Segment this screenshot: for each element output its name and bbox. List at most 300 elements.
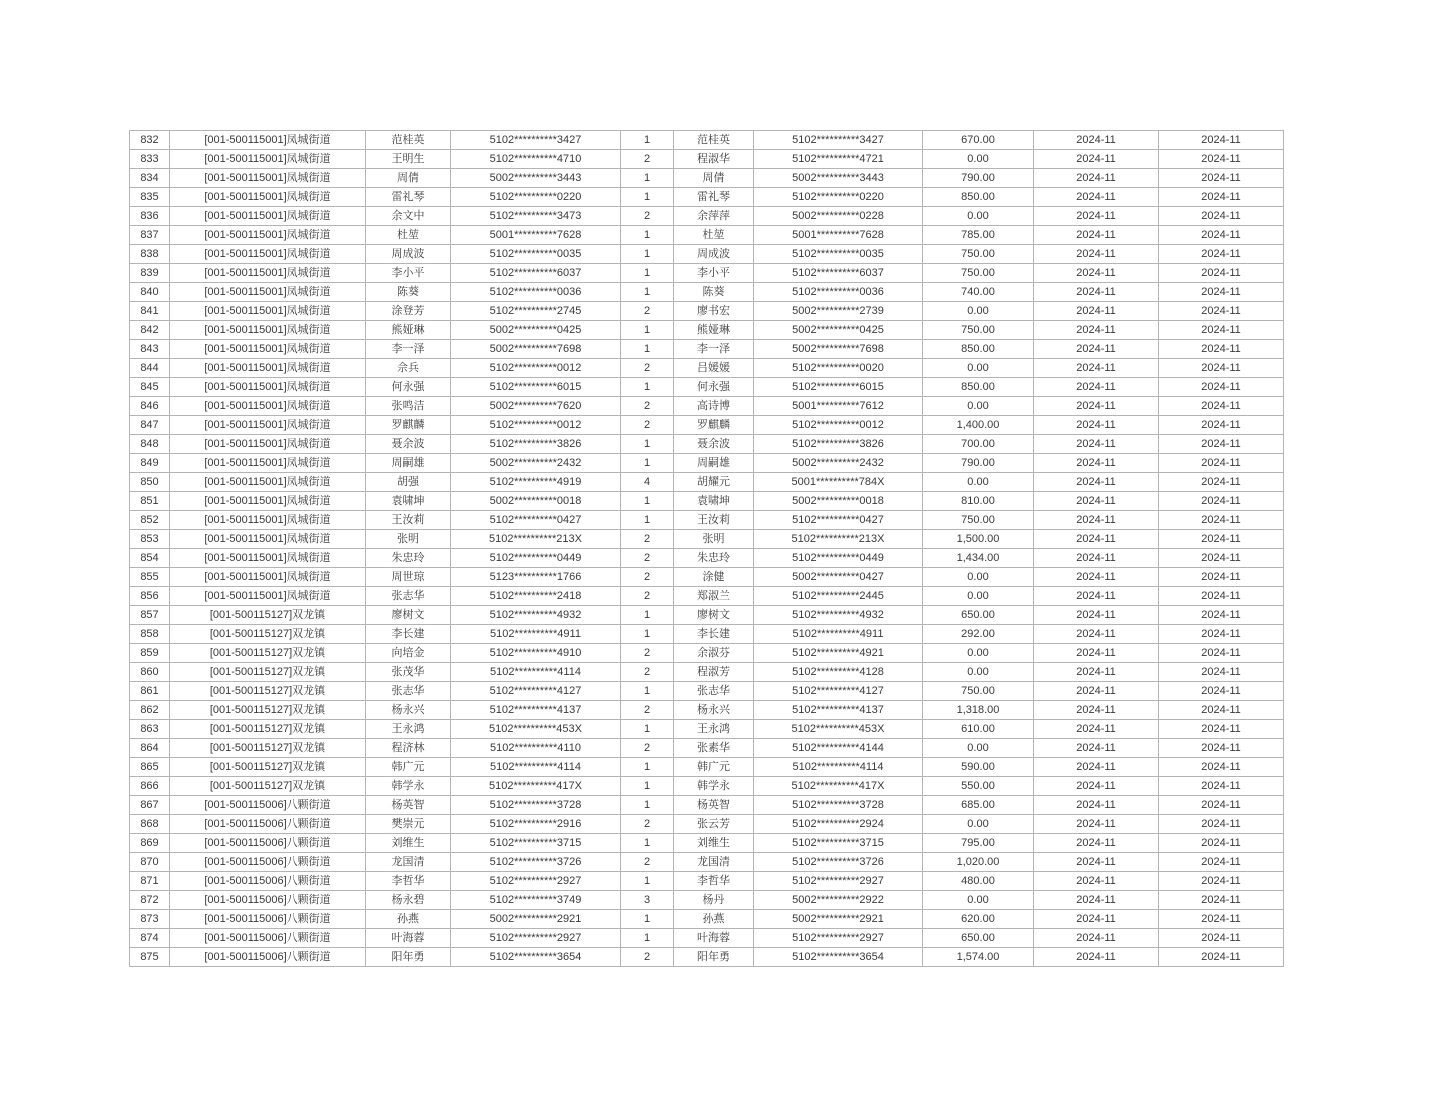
name-cell: 杨英智 bbox=[366, 796, 451, 815]
persons-count-cell: 2 bbox=[621, 815, 674, 834]
seq-cell: 833 bbox=[130, 150, 170, 169]
table-row bbox=[130, 340, 1284, 359]
pay-month-cell: 2024-11 bbox=[1034, 473, 1159, 492]
arrive-month-cell: 2024-11 bbox=[1159, 283, 1284, 302]
table-row bbox=[130, 511, 1284, 530]
pay-month-cell: 2024-11 bbox=[1034, 264, 1159, 283]
arrive-month-cell: 2024-11 bbox=[1159, 207, 1284, 226]
table-row bbox=[130, 606, 1284, 625]
id-number-cell: 5102**********4919 bbox=[451, 473, 621, 492]
member-id-number-cell: 5001**********784X bbox=[754, 473, 923, 492]
member-name-cell: 吕媛媛 bbox=[674, 359, 754, 378]
name-cell: 袁啸坤 bbox=[366, 492, 451, 511]
pay-month-cell: 2024-11 bbox=[1034, 207, 1159, 226]
seq-cell: 870 bbox=[130, 853, 170, 872]
id-number-cell: 5102**********3826 bbox=[451, 435, 621, 454]
id-number-cell: 5102**********4137 bbox=[451, 701, 621, 720]
name-cell: 周嗣雄 bbox=[366, 454, 451, 473]
region-cell: [001-500115127]双龙镇 bbox=[170, 701, 366, 720]
seq-cell: 843 bbox=[130, 340, 170, 359]
member-name-cell: 李一泽 bbox=[674, 340, 754, 359]
name-cell: 杨永碧 bbox=[366, 891, 451, 910]
member-id-number-cell: 5102**********2927 bbox=[754, 929, 923, 948]
member-name-cell: 李哲华 bbox=[674, 872, 754, 891]
member-id-number-cell: 5002**********0018 bbox=[754, 492, 923, 511]
region-cell: [001-500115001]凤城街道 bbox=[170, 549, 366, 568]
amount-cell: 850.00 bbox=[923, 378, 1034, 397]
name-cell: 杜堃 bbox=[366, 226, 451, 245]
amount-cell: 0.00 bbox=[923, 663, 1034, 682]
region-cell: [001-500115001]凤城街道 bbox=[170, 340, 366, 359]
member-id-number-cell: 5002**********0427 bbox=[754, 568, 923, 587]
region-cell: [001-500115001]凤城街道 bbox=[170, 188, 366, 207]
pay-month-cell: 2024-11 bbox=[1034, 929, 1159, 948]
arrive-month-cell: 2024-11 bbox=[1159, 777, 1284, 796]
arrive-month-cell: 2024-11 bbox=[1159, 302, 1284, 321]
persons-count-cell: 3 bbox=[621, 891, 674, 910]
seq-cell: 859 bbox=[130, 644, 170, 663]
region-cell: [001-500115001]凤城街道 bbox=[170, 169, 366, 188]
arrive-month-cell: 2024-11 bbox=[1159, 549, 1284, 568]
member-id-number-cell: 5001**********7612 bbox=[754, 397, 923, 416]
id-number-cell: 5102**********417X bbox=[451, 777, 621, 796]
table-row bbox=[130, 644, 1284, 663]
table-row bbox=[130, 910, 1284, 929]
seq-cell: 868 bbox=[130, 815, 170, 834]
member-name-cell: 范桂英 bbox=[674, 131, 754, 150]
seq-cell: 853 bbox=[130, 530, 170, 549]
member-name-cell: 廖树文 bbox=[674, 606, 754, 625]
persons-count-cell: 1 bbox=[621, 720, 674, 739]
name-cell: 范桂英 bbox=[366, 131, 451, 150]
seq-cell: 864 bbox=[130, 739, 170, 758]
name-cell: 张明 bbox=[366, 530, 451, 549]
amount-cell: 0.00 bbox=[923, 815, 1034, 834]
amount-cell: 620.00 bbox=[923, 910, 1034, 929]
name-cell: 张鸣洁 bbox=[366, 397, 451, 416]
seq-cell: 867 bbox=[130, 796, 170, 815]
id-number-cell: 5102**********2916 bbox=[451, 815, 621, 834]
benefit-table-body bbox=[130, 131, 1284, 967]
name-cell: 廖树文 bbox=[366, 606, 451, 625]
id-number-cell: 5102**********453X bbox=[451, 720, 621, 739]
pay-month-cell: 2024-11 bbox=[1034, 169, 1159, 188]
table-row bbox=[130, 587, 1284, 606]
id-number-cell: 5102**********4910 bbox=[451, 644, 621, 663]
region-cell: [001-500115001]凤城街道 bbox=[170, 131, 366, 150]
seq-cell: 840 bbox=[130, 283, 170, 302]
amount-cell: 610.00 bbox=[923, 720, 1034, 739]
table-row bbox=[130, 131, 1284, 150]
amount-cell: 740.00 bbox=[923, 283, 1034, 302]
id-number-cell: 5102**********4114 bbox=[451, 663, 621, 682]
arrive-month-cell: 2024-11 bbox=[1159, 891, 1284, 910]
amount-cell: 1,434.00 bbox=[923, 549, 1034, 568]
persons-count-cell: 2 bbox=[621, 150, 674, 169]
persons-count-cell: 1 bbox=[621, 245, 674, 264]
member-id-number-cell: 5102**********0035 bbox=[754, 245, 923, 264]
member-id-number-cell: 5102**********4911 bbox=[754, 625, 923, 644]
region-cell: [001-500115001]凤城街道 bbox=[170, 416, 366, 435]
region-cell: [001-500115001]凤城街道 bbox=[170, 397, 366, 416]
member-name-cell: 陈葵 bbox=[674, 283, 754, 302]
member-name-cell: 王永鸿 bbox=[674, 720, 754, 739]
pay-month-cell: 2024-11 bbox=[1034, 511, 1159, 530]
name-cell: 龙国清 bbox=[366, 853, 451, 872]
region-cell: [001-500115006]八颗街道 bbox=[170, 834, 366, 853]
table-row bbox=[130, 359, 1284, 378]
arrive-month-cell: 2024-11 bbox=[1159, 511, 1284, 530]
arrive-month-cell: 2024-11 bbox=[1159, 435, 1284, 454]
member-id-number-cell: 5102**********4932 bbox=[754, 606, 923, 625]
amount-cell: 750.00 bbox=[923, 264, 1034, 283]
region-cell: [001-500115001]凤城街道 bbox=[170, 264, 366, 283]
region-cell: [001-500115127]双龙镇 bbox=[170, 606, 366, 625]
member-name-cell: 罗麒麟 bbox=[674, 416, 754, 435]
persons-count-cell: 2 bbox=[621, 568, 674, 587]
persons-count-cell: 2 bbox=[621, 853, 674, 872]
id-number-cell: 5002**********0425 bbox=[451, 321, 621, 340]
id-number-cell: 5102**********6037 bbox=[451, 264, 621, 283]
name-cell: 余文中 bbox=[366, 207, 451, 226]
member-name-cell: 王汝莉 bbox=[674, 511, 754, 530]
persons-count-cell: 2 bbox=[621, 397, 674, 416]
id-number-cell: 5102**********4127 bbox=[451, 682, 621, 701]
persons-count-cell: 1 bbox=[621, 492, 674, 511]
member-name-cell: 郑淑兰 bbox=[674, 587, 754, 606]
region-cell: [001-500115127]双龙镇 bbox=[170, 758, 366, 777]
arrive-month-cell: 2024-11 bbox=[1159, 929, 1284, 948]
name-cell: 雷礼琴 bbox=[366, 188, 451, 207]
member-name-cell: 李长建 bbox=[674, 625, 754, 644]
pay-month-cell: 2024-11 bbox=[1034, 549, 1159, 568]
id-number-cell: 5123**********1766 bbox=[451, 568, 621, 587]
table-row bbox=[130, 302, 1284, 321]
pay-month-cell: 2024-11 bbox=[1034, 587, 1159, 606]
region-cell: [001-500115001]凤城街道 bbox=[170, 359, 366, 378]
amount-cell: 0.00 bbox=[923, 644, 1034, 663]
amount-cell: 750.00 bbox=[923, 321, 1034, 340]
table-row bbox=[130, 929, 1284, 948]
id-number-cell: 5102**********6015 bbox=[451, 378, 621, 397]
member-id-number-cell: 5102**********4127 bbox=[754, 682, 923, 701]
amount-cell: 670.00 bbox=[923, 131, 1034, 150]
arrive-month-cell: 2024-11 bbox=[1159, 853, 1284, 872]
member-name-cell: 李小平 bbox=[674, 264, 754, 283]
pay-month-cell: 2024-11 bbox=[1034, 834, 1159, 853]
pay-month-cell: 2024-11 bbox=[1034, 891, 1159, 910]
pay-month-cell: 2024-11 bbox=[1034, 321, 1159, 340]
table-row bbox=[130, 568, 1284, 587]
pay-month-cell: 2024-11 bbox=[1034, 758, 1159, 777]
member-name-cell: 叶海蓉 bbox=[674, 929, 754, 948]
arrive-month-cell: 2024-11 bbox=[1159, 378, 1284, 397]
seq-cell: 847 bbox=[130, 416, 170, 435]
region-cell: [001-500115127]双龙镇 bbox=[170, 663, 366, 682]
seq-cell: 849 bbox=[130, 454, 170, 473]
name-cell: 李哲华 bbox=[366, 872, 451, 891]
amount-cell: 0.00 bbox=[923, 207, 1034, 226]
amount-cell: 480.00 bbox=[923, 872, 1034, 891]
pay-month-cell: 2024-11 bbox=[1034, 245, 1159, 264]
pay-month-cell: 2024-11 bbox=[1034, 150, 1159, 169]
member-name-cell: 程淑芳 bbox=[674, 663, 754, 682]
member-id-number-cell: 5102**********417X bbox=[754, 777, 923, 796]
id-number-cell: 5102**********3427 bbox=[451, 131, 621, 150]
region-cell: [001-500115006]八颗街道 bbox=[170, 815, 366, 834]
persons-count-cell: 1 bbox=[621, 625, 674, 644]
id-number-cell: 5102**********3726 bbox=[451, 853, 621, 872]
arrive-month-cell: 2024-11 bbox=[1159, 663, 1284, 682]
name-cell: 涂登芳 bbox=[366, 302, 451, 321]
persons-count-cell: 2 bbox=[621, 701, 674, 720]
pay-month-cell: 2024-11 bbox=[1034, 815, 1159, 834]
amount-cell: 0.00 bbox=[923, 150, 1034, 169]
benefit-table bbox=[129, 130, 1284, 967]
arrive-month-cell: 2024-11 bbox=[1159, 796, 1284, 815]
pay-month-cell: 2024-11 bbox=[1034, 910, 1159, 929]
seq-cell: 832 bbox=[130, 131, 170, 150]
member-name-cell: 余淑芬 bbox=[674, 644, 754, 663]
member-id-number-cell: 5002**********3443 bbox=[754, 169, 923, 188]
region-cell: [001-500115001]凤城街道 bbox=[170, 150, 366, 169]
persons-count-cell: 1 bbox=[621, 378, 674, 397]
table-row bbox=[130, 758, 1284, 777]
member-id-number-cell: 5002**********7698 bbox=[754, 340, 923, 359]
pay-month-cell: 2024-11 bbox=[1034, 625, 1159, 644]
persons-count-cell: 1 bbox=[621, 435, 674, 454]
persons-count-cell: 1 bbox=[621, 264, 674, 283]
arrive-month-cell: 2024-11 bbox=[1159, 644, 1284, 663]
seq-cell: 836 bbox=[130, 207, 170, 226]
table-row bbox=[130, 701, 1284, 720]
name-cell: 朱忠玲 bbox=[366, 549, 451, 568]
amount-cell: 0.00 bbox=[923, 891, 1034, 910]
member-name-cell: 杨永兴 bbox=[674, 701, 754, 720]
name-cell: 向培金 bbox=[366, 644, 451, 663]
member-name-cell: 杜堃 bbox=[674, 226, 754, 245]
arrive-month-cell: 2024-11 bbox=[1159, 910, 1284, 929]
amount-cell: 650.00 bbox=[923, 606, 1034, 625]
pay-month-cell: 2024-11 bbox=[1034, 283, 1159, 302]
persons-count-cell: 1 bbox=[621, 606, 674, 625]
member-name-cell: 韩广元 bbox=[674, 758, 754, 777]
seq-cell: 855 bbox=[130, 568, 170, 587]
member-id-number-cell: 5102**********3826 bbox=[754, 435, 923, 454]
table-row bbox=[130, 397, 1284, 416]
table-row bbox=[130, 283, 1284, 302]
region-cell: [001-500115001]凤城街道 bbox=[170, 530, 366, 549]
pay-month-cell: 2024-11 bbox=[1034, 397, 1159, 416]
member-id-number-cell: 5102**********0427 bbox=[754, 511, 923, 530]
id-number-cell: 5102**********2927 bbox=[451, 929, 621, 948]
arrive-month-cell: 2024-11 bbox=[1159, 340, 1284, 359]
member-id-number-cell: 5102**********213X bbox=[754, 530, 923, 549]
member-id-number-cell: 5102**********3715 bbox=[754, 834, 923, 853]
persons-count-cell: 1 bbox=[621, 834, 674, 853]
seq-cell: 851 bbox=[130, 492, 170, 511]
pay-month-cell: 2024-11 bbox=[1034, 435, 1159, 454]
arrive-month-cell: 2024-11 bbox=[1159, 682, 1284, 701]
member-id-number-cell: 5102**********2445 bbox=[754, 587, 923, 606]
name-cell: 叶海蓉 bbox=[366, 929, 451, 948]
name-cell: 周世琼 bbox=[366, 568, 451, 587]
member-id-number-cell: 5001**********7628 bbox=[754, 226, 923, 245]
amount-cell: 750.00 bbox=[923, 245, 1034, 264]
id-number-cell: 5102**********3749 bbox=[451, 891, 621, 910]
id-number-cell: 5002**********2921 bbox=[451, 910, 621, 929]
pay-month-cell: 2024-11 bbox=[1034, 777, 1159, 796]
persons-count-cell: 1 bbox=[621, 910, 674, 929]
table-row bbox=[130, 226, 1284, 245]
name-cell: 何永强 bbox=[366, 378, 451, 397]
table-row bbox=[130, 625, 1284, 644]
member-name-cell: 余萍萍 bbox=[674, 207, 754, 226]
id-number-cell: 5002**********2432 bbox=[451, 454, 621, 473]
region-cell: [001-500115127]双龙镇 bbox=[170, 739, 366, 758]
amount-cell: 590.00 bbox=[923, 758, 1034, 777]
member-name-cell: 刘维生 bbox=[674, 834, 754, 853]
member-id-number-cell: 5102**********2927 bbox=[754, 872, 923, 891]
seq-cell: 861 bbox=[130, 682, 170, 701]
pay-month-cell: 2024-11 bbox=[1034, 644, 1159, 663]
name-cell: 王永鸿 bbox=[366, 720, 451, 739]
id-number-cell: 5102**********2927 bbox=[451, 872, 621, 891]
region-cell: [001-500115127]双龙镇 bbox=[170, 625, 366, 644]
id-number-cell: 5002**********7620 bbox=[451, 397, 621, 416]
id-number-cell: 5102**********2418 bbox=[451, 587, 621, 606]
seq-cell: 857 bbox=[130, 606, 170, 625]
amount-cell: 685.00 bbox=[923, 796, 1034, 815]
member-id-number-cell: 5102**********2924 bbox=[754, 815, 923, 834]
member-id-number-cell: 5102**********0036 bbox=[754, 283, 923, 302]
member-name-cell: 廖书宏 bbox=[674, 302, 754, 321]
id-number-cell: 5102**********213X bbox=[451, 530, 621, 549]
benefit-table-container bbox=[129, 130, 1284, 967]
id-number-cell: 5102**********0427 bbox=[451, 511, 621, 530]
seq-cell: 865 bbox=[130, 758, 170, 777]
name-cell: 韩学永 bbox=[366, 777, 451, 796]
amount-cell: 1,020.00 bbox=[923, 853, 1034, 872]
table-row bbox=[130, 815, 1284, 834]
persons-count-cell: 1 bbox=[621, 283, 674, 302]
member-id-number-cell: 5102**********4144 bbox=[754, 739, 923, 758]
amount-cell: 700.00 bbox=[923, 435, 1034, 454]
amount-cell: 0.00 bbox=[923, 359, 1034, 378]
amount-cell: 795.00 bbox=[923, 834, 1034, 853]
member-name-cell: 朱忠玲 bbox=[674, 549, 754, 568]
persons-count-cell: 1 bbox=[621, 226, 674, 245]
member-name-cell: 程淑华 bbox=[674, 150, 754, 169]
name-cell: 罗麒麟 bbox=[366, 416, 451, 435]
amount-cell: 850.00 bbox=[923, 188, 1034, 207]
member-id-number-cell: 5102**********6015 bbox=[754, 378, 923, 397]
table-row bbox=[130, 207, 1284, 226]
id-number-cell: 5102**********0449 bbox=[451, 549, 621, 568]
pay-month-cell: 2024-11 bbox=[1034, 226, 1159, 245]
region-cell: [001-500115127]双龙镇 bbox=[170, 777, 366, 796]
name-cell: 李小平 bbox=[366, 264, 451, 283]
region-cell: [001-500115127]双龙镇 bbox=[170, 720, 366, 739]
arrive-month-cell: 2024-11 bbox=[1159, 150, 1284, 169]
region-cell: [001-500115127]双龙镇 bbox=[170, 644, 366, 663]
persons-count-cell: 1 bbox=[621, 188, 674, 207]
member-name-cell: 胡耀元 bbox=[674, 473, 754, 492]
table-row bbox=[130, 720, 1284, 739]
member-name-cell: 龙国清 bbox=[674, 853, 754, 872]
persons-count-cell: 2 bbox=[621, 644, 674, 663]
table-row bbox=[130, 245, 1284, 264]
seq-cell: 858 bbox=[130, 625, 170, 644]
amount-cell: 750.00 bbox=[923, 682, 1034, 701]
table-row bbox=[130, 264, 1284, 283]
amount-cell: 750.00 bbox=[923, 511, 1034, 530]
amount-cell: 0.00 bbox=[923, 397, 1034, 416]
amount-cell: 1,400.00 bbox=[923, 416, 1034, 435]
id-number-cell: 5002**********0018 bbox=[451, 492, 621, 511]
arrive-month-cell: 2024-11 bbox=[1159, 264, 1284, 283]
pay-month-cell: 2024-11 bbox=[1034, 492, 1159, 511]
id-number-cell: 5102**********0012 bbox=[451, 416, 621, 435]
arrive-month-cell: 2024-11 bbox=[1159, 815, 1284, 834]
name-cell: 聂余波 bbox=[366, 435, 451, 454]
pay-month-cell: 2024-11 bbox=[1034, 340, 1159, 359]
member-name-cell: 杨丹 bbox=[674, 891, 754, 910]
table-row bbox=[130, 473, 1284, 492]
seq-cell: 863 bbox=[130, 720, 170, 739]
id-number-cell: 5102**********4110 bbox=[451, 739, 621, 758]
pay-month-cell: 2024-11 bbox=[1034, 131, 1159, 150]
persons-count-cell: 1 bbox=[621, 131, 674, 150]
name-cell: 韩广元 bbox=[366, 758, 451, 777]
persons-count-cell: 2 bbox=[621, 739, 674, 758]
seq-cell: 860 bbox=[130, 663, 170, 682]
member-name-cell: 雷礼琴 bbox=[674, 188, 754, 207]
arrive-month-cell: 2024-11 bbox=[1159, 625, 1284, 644]
seq-cell: 854 bbox=[130, 549, 170, 568]
arrive-month-cell: 2024-11 bbox=[1159, 454, 1284, 473]
persons-count-cell: 1 bbox=[621, 454, 674, 473]
member-name-cell: 周倩 bbox=[674, 169, 754, 188]
id-number-cell: 5102**********0036 bbox=[451, 283, 621, 302]
pay-month-cell: 2024-11 bbox=[1034, 853, 1159, 872]
member-id-number-cell: 5102**********4128 bbox=[754, 663, 923, 682]
arrive-month-cell: 2024-11 bbox=[1159, 530, 1284, 549]
member-id-number-cell: 5102**********453X bbox=[754, 720, 923, 739]
arrive-month-cell: 2024-11 bbox=[1159, 739, 1284, 758]
region-cell: [001-500115001]凤城街道 bbox=[170, 435, 366, 454]
pay-month-cell: 2024-11 bbox=[1034, 872, 1159, 891]
persons-count-cell: 1 bbox=[621, 758, 674, 777]
region-cell: [001-500115001]凤城街道 bbox=[170, 302, 366, 321]
table-row bbox=[130, 435, 1284, 454]
id-number-cell: 5102**********3473 bbox=[451, 207, 621, 226]
amount-cell: 1,318.00 bbox=[923, 701, 1034, 720]
amount-cell: 0.00 bbox=[923, 473, 1034, 492]
amount-cell: 650.00 bbox=[923, 929, 1034, 948]
table-row bbox=[130, 948, 1284, 967]
region-cell: [001-500115127]双龙镇 bbox=[170, 682, 366, 701]
region-cell: [001-500115006]八颗街道 bbox=[170, 853, 366, 872]
name-cell: 张茂华 bbox=[366, 663, 451, 682]
name-cell: 程济林 bbox=[366, 739, 451, 758]
region-cell: [001-500115001]凤城街道 bbox=[170, 473, 366, 492]
name-cell: 王汝莉 bbox=[366, 511, 451, 530]
member-id-number-cell: 5102**********3726 bbox=[754, 853, 923, 872]
seq-cell: 869 bbox=[130, 834, 170, 853]
region-cell: [001-500115006]八颗街道 bbox=[170, 948, 366, 967]
member-id-number-cell: 5002**********0425 bbox=[754, 321, 923, 340]
